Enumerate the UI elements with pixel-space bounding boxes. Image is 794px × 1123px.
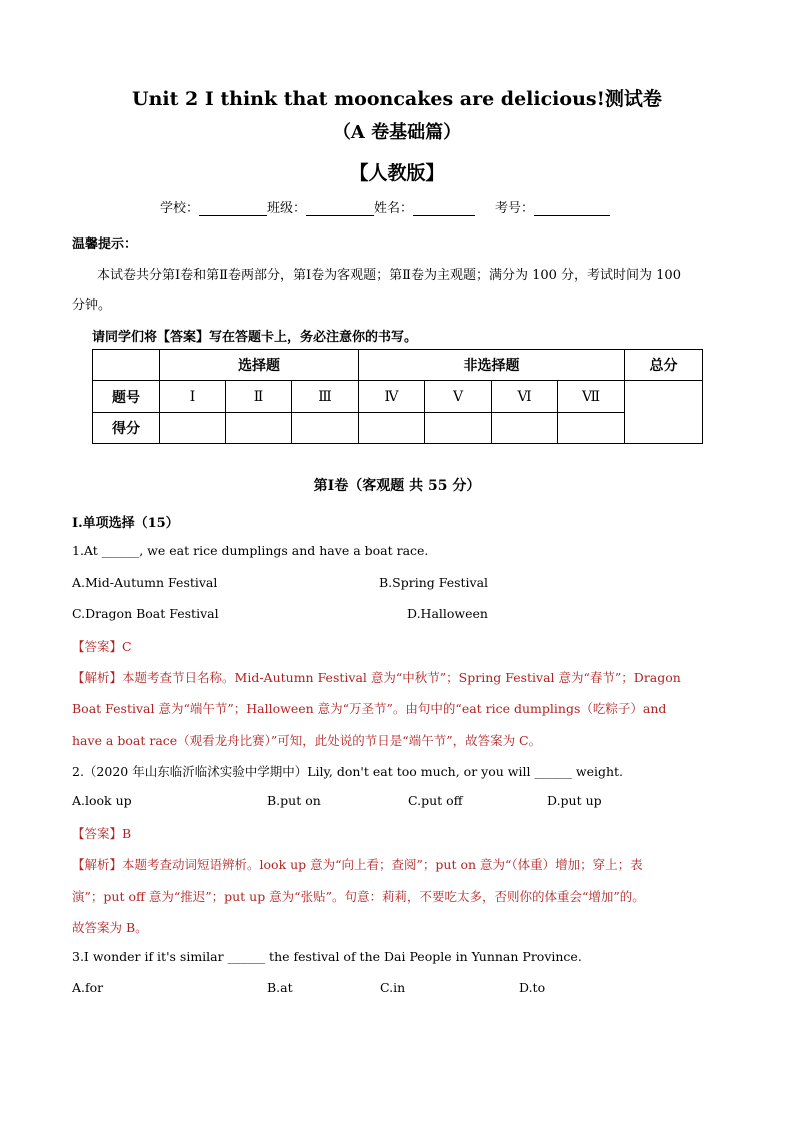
question-2-analysis-line-2: 演”；put off 意为“推迟”；put up 意为“张贴”。句意：莉莉，不要吃太多，否则你的体重会“增加”的。 <box>72 889 645 904</box>
total-header: 总分 <box>625 350 703 381</box>
score-cell[interactable] <box>492 413 558 444</box>
score-cell[interactable] <box>558 413 625 444</box>
notice-line-1: 本试卷共分第Ⅰ卷和第Ⅱ卷两部分，第Ⅰ卷为客观题；第Ⅱ卷为主观题；满分为 100 分，考试时间为 100 <box>97 268 681 283</box>
document-subtitle: （A 卷基础篇） <box>332 122 462 143</box>
class-blank[interactable] <box>306 201 374 216</box>
question-1-option-a[interactable]: A.Mid-Autumn Festival <box>72 575 218 590</box>
question-2-option-d[interactable]: D.put up <box>547 793 602 808</box>
col-header-6: Ⅵ <box>492 381 558 413</box>
question-2-stem: 2.（2020 年山东临沂临沭实验中学期中）Lily, don't eat too much, or you will ______ weight. <box>72 764 624 779</box>
question-1-option-c[interactable]: C.Dragon Boat Festival <box>72 606 219 621</box>
question-1-analysis-line-1: 【解析】本题考查节日名称。Mid-Autumn Festival 意为“中秋节”；Spring Festival 意为“春节”；Dragon <box>72 670 681 685</box>
question-1-analysis-line-2: Boat Festival 意为“端午节”；Halloween 意为“万圣节”。由句中的“eat rice dumplings（吃粽子）and <box>72 701 667 716</box>
score-cell[interactable] <box>359 413 425 444</box>
analysis-tag: 【解析】 <box>72 670 123 685</box>
question-3-option-c[interactable]: C.in <box>380 980 406 995</box>
row-label-score: 得分 <box>93 413 160 444</box>
school-blank[interactable] <box>199 201 267 216</box>
col-header-5: Ⅴ <box>425 381 492 413</box>
notice-heading: 温馨提示： <box>72 237 138 252</box>
table-corner <box>93 350 160 381</box>
score-table <box>92 349 703 444</box>
col-header-4: Ⅳ <box>359 381 425 413</box>
question-2-option-a[interactable]: A.look up <box>72 793 132 808</box>
name-label: 姓名： <box>374 201 414 216</box>
school-label: 学校： <box>160 201 200 216</box>
total-score-cell[interactable] <box>625 381 703 444</box>
notice-line-2: 分钟。 <box>72 298 112 313</box>
score-cell[interactable] <box>425 413 492 444</box>
col-header-2: Ⅱ <box>226 381 292 413</box>
question-1-analysis-line-3: have a boat race（观看龙舟比赛）”可知，此处说的节日是“端午节”，故答案为 C。 <box>72 733 542 748</box>
col-header-7: Ⅶ <box>558 381 625 413</box>
exam-no-blank[interactable] <box>534 201 610 216</box>
student-info-line <box>160 197 610 216</box>
question-1-option-b[interactable]: B.Spring Festival <box>379 575 489 590</box>
question-1-option-d[interactable]: D.Halloween <box>407 606 488 621</box>
question-2-answer: 【答案】B <box>72 826 132 841</box>
score-cell[interactable] <box>226 413 292 444</box>
nonchoice-group-header: 非选择题 <box>359 350 625 381</box>
edition-label: 【人教版】 <box>349 162 445 184</box>
choice-group-header: 选择题 <box>160 350 359 381</box>
row-label-number: 题号 <box>93 381 160 413</box>
document-title: Unit 2 I think that mooncakes are delicious!测试卷 <box>132 88 662 110</box>
question-1-stem: 1.At ______, we eat rice dumplings and have a boat race. <box>72 543 429 558</box>
question-2-analysis-line-3: 故答案为 B。 <box>72 920 148 935</box>
section-title: 第Ⅰ卷（客观题 共 55 分） <box>313 478 481 494</box>
question-3-option-b[interactable]: B.at <box>267 980 293 995</box>
analysis-tag: 【解析】 <box>72 857 123 872</box>
score-cell[interactable] <box>160 413 226 444</box>
question-2-option-b[interactable]: B.put on <box>267 793 321 808</box>
notice-instruction: 请同学们将【答案】写在答题卡上，务必注意你的书写。 <box>92 330 418 345</box>
part-title: Ⅰ.单项选择（15） <box>72 516 179 531</box>
name-blank[interactable] <box>413 201 475 216</box>
col-header-1: Ⅰ <box>160 381 226 413</box>
question-2-option-c[interactable]: C.put off <box>408 793 463 808</box>
question-2-analysis-line-1: 【解析】本题考查动词短语辨析。look up 意为“向上看；查阅”；put on 意为“（体重）增加；穿上；表 <box>72 857 643 872</box>
question-3-option-d[interactable]: D.to <box>519 980 546 995</box>
score-cell[interactable] <box>292 413 359 444</box>
question-3-stem: 3.I wonder if it's similar ______ the festival of the Dai People in Yunnan Province. <box>72 949 582 964</box>
question-1-answer: 【答案】C <box>72 639 132 654</box>
question-3-option-a[interactable]: A.for <box>72 980 104 995</box>
col-header-3: Ⅲ <box>292 381 359 413</box>
class-label: 班级： <box>267 201 307 216</box>
exam-no-label: 考号： <box>495 201 535 216</box>
